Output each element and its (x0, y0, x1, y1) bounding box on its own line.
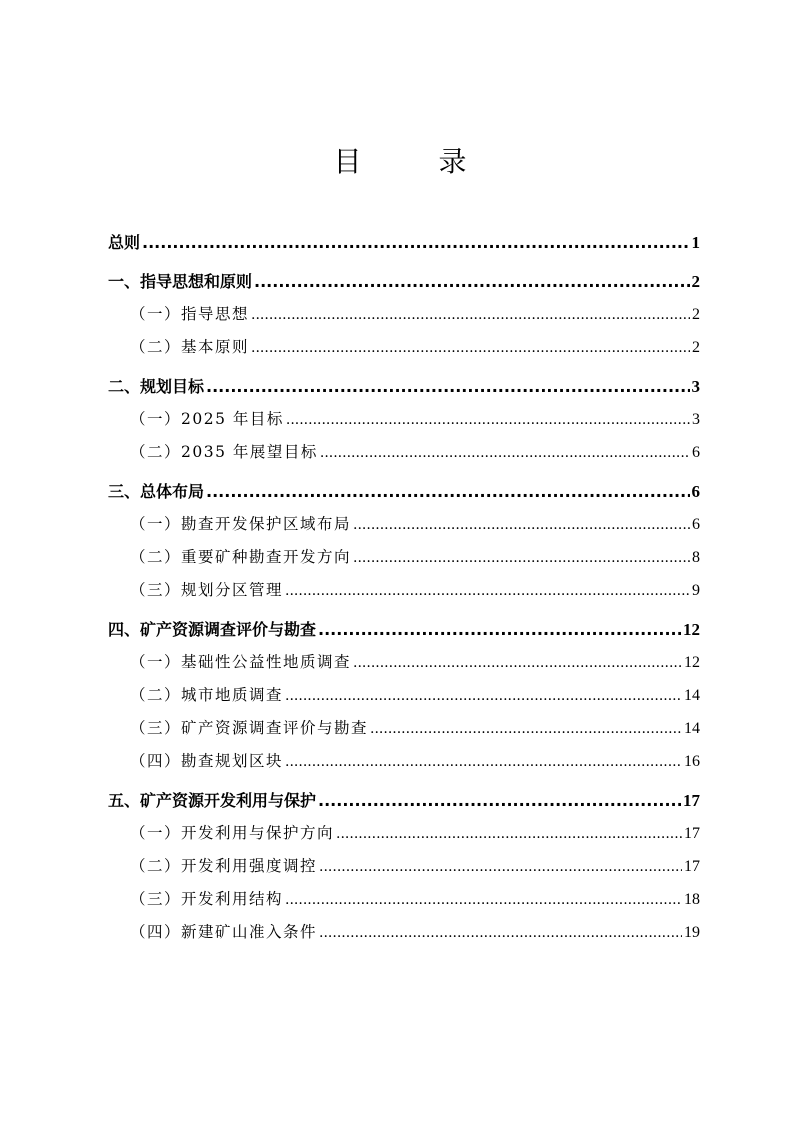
dot-leader (353, 542, 690, 575)
toc-entry-label: （三）开发利用结构 (130, 890, 284, 908)
toc-entry[interactable] (108, 712, 700, 745)
page-title: 目 录 (333, 145, 501, 178)
toc-entry-page: 12 (683, 620, 700, 639)
toc-entry-page: 9 (692, 582, 700, 599)
dot-leader (318, 613, 681, 646)
dot-leader (206, 475, 689, 508)
toc-entry-label: （一）开发利用与保护方向 (130, 824, 335, 842)
toc-entry-label: （二）基本原则 (130, 338, 250, 356)
toc-entry-label: 五、矿产资源开发利用与保护 (108, 791, 317, 810)
toc-entry[interactable] (108, 784, 700, 817)
toc-entry[interactable] (108, 679, 700, 712)
toc-entry[interactable] (108, 226, 700, 259)
dot-leader (206, 370, 689, 403)
dot-leader (318, 784, 681, 817)
toc-entry-label: （一）2025 年目标 (130, 410, 284, 428)
toc-entry-label: （四）勘查规划区块 (130, 752, 284, 770)
toc-entry-page: 18 (684, 891, 700, 908)
toc-entry-label: （四）新建矿山准入条件 (130, 923, 318, 941)
toc-entry-page: 8 (692, 549, 700, 566)
toc-entry-page: 12 (684, 654, 700, 671)
toc-entry-page: 6 (692, 444, 700, 461)
toc-entry[interactable] (108, 916, 700, 949)
dot-leader (336, 818, 682, 851)
toc-entry-page: 14 (684, 687, 700, 704)
toc-entry-page: 3 (691, 377, 700, 396)
dot-leader (353, 647, 682, 680)
toc-entry-page: 19 (684, 924, 700, 941)
dot-leader (353, 509, 690, 542)
dot-leader (286, 404, 690, 437)
toc-entry-page: 3 (692, 411, 700, 428)
toc-entry[interactable] (108, 850, 700, 883)
toc-entry[interactable] (108, 574, 700, 607)
toc-entry-label: （一）指导思想 (130, 305, 250, 323)
dot-leader (319, 851, 682, 884)
toc-entry[interactable] (108, 370, 700, 403)
dot-leader (370, 713, 682, 746)
dot-leader (285, 746, 682, 779)
toc-entry[interactable] (108, 613, 700, 646)
dot-leader (319, 917, 682, 950)
toc-entry[interactable] (108, 541, 700, 574)
toc-entry-page: 17 (683, 791, 700, 810)
toc-entry-label: 二、规划目标 (108, 377, 205, 396)
dot-leader (285, 680, 682, 713)
toc-entry-label: （二）2035 年展望目标 (130, 443, 318, 461)
toc-entry-page: 17 (684, 825, 700, 842)
toc-entry-label: 三、总体布局 (108, 482, 205, 501)
toc-entry-label: （三）矿产资源调查评价与勘查 (130, 719, 369, 737)
toc-entry[interactable] (108, 646, 700, 679)
toc-entry[interactable] (108, 883, 700, 916)
dot-leader (285, 575, 690, 608)
toc-entry-page: 6 (691, 482, 700, 501)
toc-entry-label: （二）开发利用强度调控 (130, 857, 318, 875)
toc-entry-label: 一、指导思想和原则 (108, 272, 253, 291)
toc-entry[interactable] (108, 817, 700, 850)
toc-entry-page: 2 (691, 272, 700, 291)
toc-entry-page: 16 (684, 753, 700, 770)
toc-entry-page: 17 (684, 858, 700, 875)
dot-leader (142, 226, 689, 259)
dot-leader (320, 437, 690, 470)
toc-entry[interactable] (108, 475, 700, 508)
dot-leader (251, 299, 690, 332)
toc-entry-label: （三）规划分区管理 (130, 581, 284, 599)
toc-entry-label: 总则 (108, 233, 141, 252)
toc-entry[interactable] (108, 403, 700, 436)
toc-entry[interactable] (108, 265, 700, 298)
toc-entry[interactable] (108, 331, 700, 364)
toc-entry[interactable] (108, 298, 700, 331)
toc-entry-page: 2 (692, 339, 700, 356)
toc-entry-label: （二）城市地质调查 (130, 686, 284, 704)
table-of-contents (108, 226, 700, 949)
dot-leader (254, 265, 689, 298)
toc-entry[interactable] (108, 436, 700, 469)
toc-entry-label: 四、矿产资源调查评价与勘查 (108, 620, 317, 639)
toc-entry-page: 1 (691, 233, 700, 252)
toc-entry[interactable] (108, 508, 700, 541)
toc-entry-page: 2 (692, 306, 700, 323)
dot-leader (251, 332, 690, 365)
toc-entry-label: （二）重要矿种勘查开发方向 (130, 548, 352, 566)
toc-entry[interactable] (108, 745, 700, 778)
toc-entry-page: 6 (692, 516, 700, 533)
dot-leader (285, 884, 682, 917)
toc-entry-label: （一）勘查开发保护区域布局 (130, 515, 352, 533)
toc-entry-page: 14 (684, 720, 700, 737)
toc-entry-label: （一）基础性公益性地质调查 (130, 653, 352, 671)
